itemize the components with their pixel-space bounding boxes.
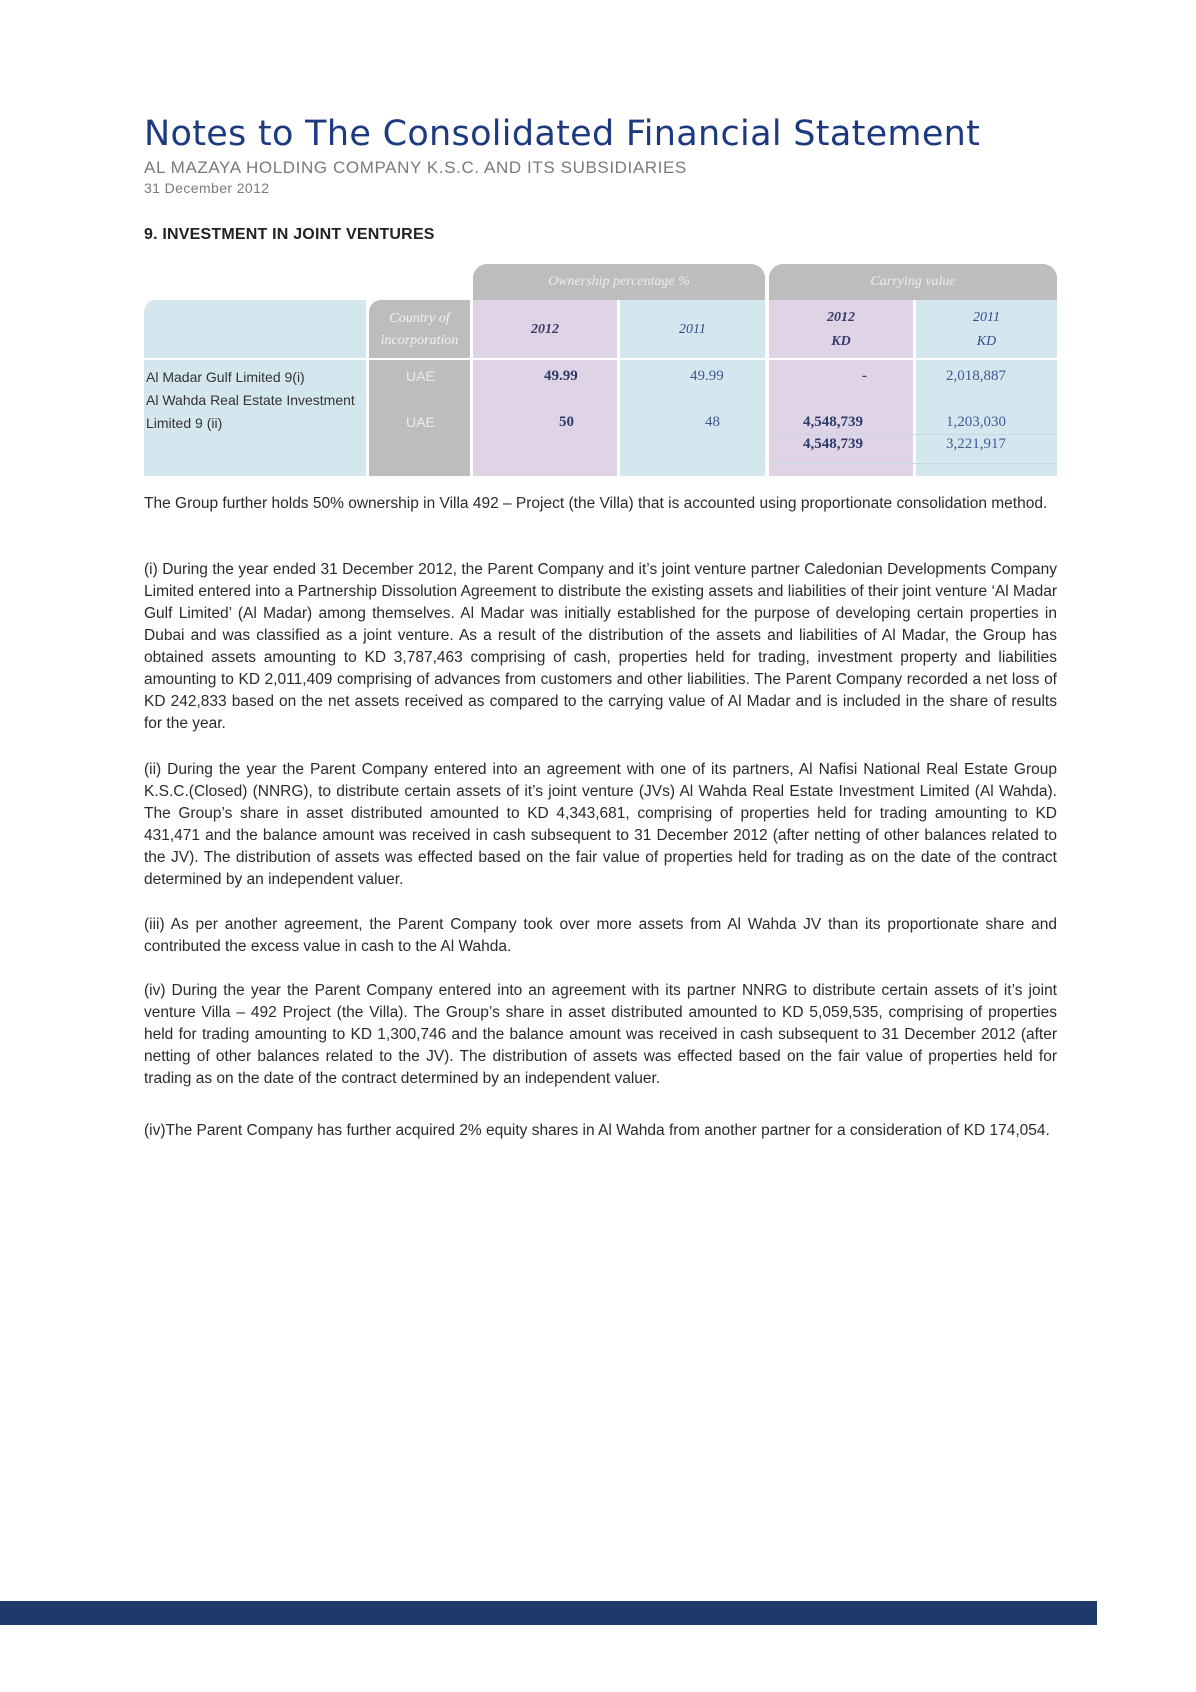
cv-2011-unit: KD xyxy=(976,334,997,349)
joint-ventures-table xyxy=(144,264,1057,476)
own-2012-header: 2012 xyxy=(531,322,559,337)
row-cv-2011-al-wahda: 1,203,030 xyxy=(946,414,1006,430)
row-own-2011-al-wahda: 48 xyxy=(705,414,720,430)
footer-bar xyxy=(0,1601,1097,1625)
row-own-2012-al-wahda: 50 xyxy=(559,414,574,430)
page-header xyxy=(144,112,980,197)
country-header xyxy=(369,306,470,354)
page-title: Notes to The Consolidated Financial Statement xyxy=(144,114,981,154)
paragraph-i: (i) During the year ended 31 December 2012, the Parent Company and it’s joint venture partner Caledonian Developments Company Limited entered into a Partnership Dissolution Agreement to distribute the existing assets and liabilities of their joint venture ‘Al Madar Gulf Limited’ (Al Madar) among themselves. Al Madar was initially established for the purpose of developing certain properties in Dubai and was classified as a joint venture. As a result of the distribution of the assets and liabilities of Al Madar, the Group has obtained assets amounting to KD 3,787,463 comprising of cash, properties held for trading, investment property and liabilities amounting to KD 2,011,409 comprising of advances from customers and other liabilities. The Parent Company recorded a net loss of KD 242,833 based on the net assets received as compared to the carrying value of Al Madar and is included in the share of results for the year. xyxy=(144,561,1057,732)
country-header-line1: Country of xyxy=(389,311,450,326)
total-line-bottom xyxy=(769,463,1057,464)
section-title: 9. INVESTMENT IN JOINT VENTURES xyxy=(144,226,435,243)
row-country-al-madar: UAE xyxy=(406,368,435,384)
header-separator xyxy=(144,358,1057,360)
row-cv-2012-al-wahda: 4,548,739 xyxy=(803,414,863,430)
paragraph-iv: (iv) During the year the Parent Company entered into an agreement with its partner NNRG to distribute certain assets of it’s joint venture Villa – 492 Project (the Villa). The Group’s share in asset distributed amounted to KD 5,059,535, comprising of properties held for trading amounting to KD 1,300,746 and the balance amount was received in cash subsequent to 31 December 2012 (after netting of other balances related to the JV). The distribution of assets was effected based on the fair value of properties held for trading as on the date of the contract determined by an independent valuer. xyxy=(144,982,1057,1087)
row-own-2011-al-madar: 49.99 xyxy=(690,368,724,384)
row-name-al-wahda-line1: Al Wahda Real Estate Investment xyxy=(146,392,355,408)
total-cv-2011: 3,221,917 xyxy=(946,436,1006,452)
ownership-group-header: Ownership percentage % xyxy=(473,264,765,300)
total-line-top xyxy=(769,434,1057,435)
row-cv-2012-al-madar: - xyxy=(862,368,867,384)
paragraph-iv-equity: (iv)The Parent Company has further acquired 2% equity shares in Al Wahda from another partner for a consideration of KD 174,054. xyxy=(144,1122,1050,1139)
cv-2012-header xyxy=(769,306,913,354)
cv-2012-unit: KD xyxy=(831,334,851,349)
cv-2012-year: 2012 xyxy=(827,310,855,325)
paragraph-iii: (iii) As per another agreement, the Parent Company took over more assets from Al Wahda JV than its proportionate share and contributed the excess value in cash to the Al Wahda. xyxy=(144,916,1057,955)
row-name-al-madar: Al Madar Gulf Limited 9(i) xyxy=(146,369,305,385)
row-cv-2011-al-madar: 2,018,887 xyxy=(946,368,1006,384)
row-own-2012-al-madar: 49.99 xyxy=(544,368,578,384)
own-2011-header: 2011 xyxy=(679,322,706,337)
statement-date: 31 December 2012 xyxy=(144,180,270,196)
cv-2011-header xyxy=(916,306,1057,354)
cv-2011-year: 2011 xyxy=(973,310,1000,325)
row-name-al-wahda-line2: Limited 9 (ii) xyxy=(146,415,223,431)
total-cv-2012: 4,548,739 xyxy=(803,436,863,452)
row-country-al-wahda: UAE xyxy=(406,414,435,430)
company-name: AL MAZAYA HOLDING COMPANY K.S.C. AND ITS SUBSIDIARIES xyxy=(144,158,687,177)
carrying-value-group-header: Carrying value xyxy=(769,264,1057,300)
paragraph-ii: (ii) During the year the Parent Company entered into an agreement with one of its partners, Al Nafisi National Real Estate Group K.S.C.(Closed) (NNRG), to distribute certain assets of it’s joint venture (JVs) Al Wahda Real Estate Investment Limited (Al Wahda). The Group’s share in asset distributed amounted to KD 4,343,681, comprising of properties held for trading amounting to KD 431,471 and the balance amount was received in cash subsequent to 31 December 2012 (after netting of other balances related to the JV). The distribution of assets was effected based on the fair value of properties held for trading as on the date of the contract determined by an independent valuer. xyxy=(144,761,1057,888)
paragraph-villa: The Group further holds 50% ownership in Villa 492 – Project (the Villa) that is accounted using proportionate consolidation method. xyxy=(144,495,1048,512)
country-header-line2: incorporation xyxy=(380,333,459,348)
